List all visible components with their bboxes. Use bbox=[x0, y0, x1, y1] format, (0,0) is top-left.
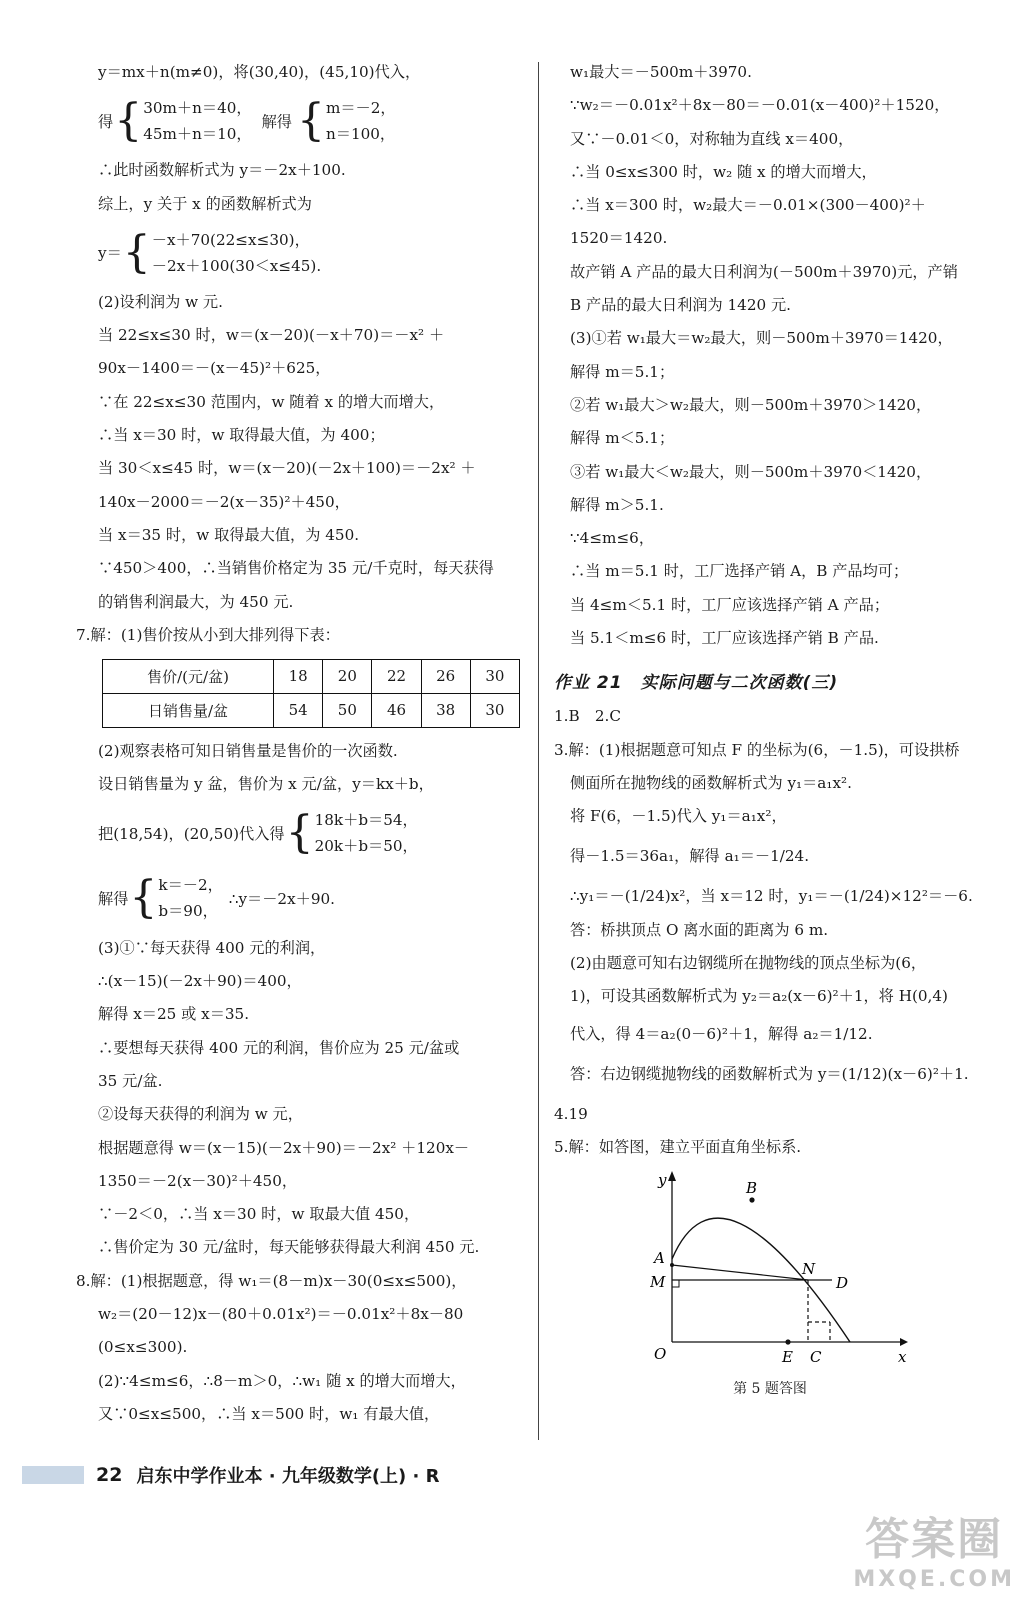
equation: －x＋70(22≤x≤30)， bbox=[151, 230, 310, 249]
text-line: 代入，得 4＝a₂(0－6)²＋1，解得 a₂＝1/12. bbox=[570, 1025, 873, 1044]
equation: m＝－2， bbox=[325, 99, 396, 117]
page-number: 22 bbox=[96, 1464, 123, 1486]
label-o: O bbox=[654, 1345, 667, 1364]
equation-system bbox=[98, 872, 520, 924]
right-column bbox=[554, 62, 998, 1398]
equation: 18k＋b＝54， bbox=[314, 811, 418, 830]
system-prefix: y＝ bbox=[98, 244, 122, 263]
table-cell: 18 bbox=[274, 659, 323, 693]
price-sales-table bbox=[102, 659, 520, 728]
text-line: (2)观察表格可知日销售量是售价的一次函数. bbox=[98, 742, 398, 761]
text-line: ∴要想每天获得 400 元的利润，售价应为 25 元/盆或 bbox=[98, 1038, 460, 1057]
equation: k＝－2， bbox=[158, 876, 223, 895]
equation-system bbox=[98, 95, 520, 147]
text-line: 1350＝－2(x－30)²＋450， bbox=[98, 1171, 298, 1190]
table-row bbox=[103, 659, 520, 693]
table-cell: 20 bbox=[323, 659, 372, 693]
text-line: B 产品的最大日利润为 1420 元. bbox=[570, 296, 791, 315]
page-footer bbox=[22, 1462, 440, 1488]
text-line: 得－1.5＝36a₁，解得 a₁＝－1/24. bbox=[570, 847, 810, 866]
table-header: 售价/(元/盆) bbox=[103, 659, 274, 693]
equation: 30m＋n＝40， bbox=[143, 99, 252, 117]
text-line: ②设每天获得的利润为 w 元， bbox=[98, 1105, 303, 1124]
figure-caption: 第 5 题答图 bbox=[733, 1381, 807, 1398]
text-line: 将 F(6，－1.5)代入 y₁＝a₁x²， bbox=[570, 807, 787, 826]
table-cell: 38 bbox=[421, 693, 470, 727]
text-line: ②若 w₁最大＞w₂最大，则－500m＋3970＞1420， bbox=[570, 395, 932, 414]
system-mid: 解得 bbox=[261, 112, 292, 131]
watermark-logo: 答案圈 bbox=[865, 1514, 1004, 1565]
text-line: (2)由题意可知右边钢缆所在抛物线的顶点坐标为(6， bbox=[570, 953, 927, 972]
book-title: 启东中学作业本 · 九年级数学(上) · R bbox=[136, 1466, 440, 1487]
text-line: 解得 x＝25 或 x＝35. bbox=[98, 1005, 250, 1024]
text-line: (3)①若 w₁最大＝w₂最大，则－500m＋3970＝1420， bbox=[570, 329, 953, 348]
piecewise-function bbox=[98, 227, 520, 279]
text-line: ∴当 x＝300 时，w₂最大＝－0.01×(300－400)²＋ bbox=[570, 196, 926, 215]
table-cell: 50 bbox=[323, 693, 372, 727]
equation: 45m＋n＝10， bbox=[143, 125, 252, 143]
table-header: 日销售量/盆 bbox=[103, 693, 274, 727]
text-line: ∴y₁＝－(1/24)x²，当 x＝12 时，y₁＝－(1/24)×12²＝－6. bbox=[570, 887, 973, 906]
equation: 20k＋b＝50， bbox=[314, 837, 418, 856]
text-line: ∵4≤m≤6， bbox=[570, 529, 655, 548]
coordinate-figure bbox=[650, 1167, 910, 1372]
point-a bbox=[670, 1263, 674, 1267]
footer-bar bbox=[22, 1466, 84, 1484]
label-b: B bbox=[746, 1179, 758, 1198]
text-line: 当 30＜x≤45 时，w＝(x－20)(－2x＋100)＝－2x² ＋ bbox=[98, 459, 476, 478]
question-3: 3.解：(1)根据题意可知点 F 的坐标为(6，－1.5)，可设拱桥 bbox=[554, 740, 960, 759]
question-5: 5.解：如答图，建立平面直角坐标系. bbox=[554, 1138, 802, 1157]
equation: n＝100， bbox=[325, 125, 396, 143]
text-line: 1)，可设其函数解析式为 y₂＝a₂(x－6)²＋1，将 H(0,4) bbox=[570, 987, 948, 1006]
text-line: y＝mx＋n(m≠0)，将(30,40)，(45,10)代入， bbox=[98, 63, 421, 81]
text-line: 答：桥拱顶点 O 离水面的距离为 6 m. bbox=[570, 920, 829, 939]
label-a: A bbox=[654, 1249, 665, 1268]
label-c: C bbox=[810, 1348, 822, 1367]
brace-icon: { bbox=[285, 807, 314, 859]
system-prefix: 解得 bbox=[98, 889, 129, 908]
text-line: (3)①∵每天获得 400 元的利润， bbox=[98, 938, 326, 957]
table-row bbox=[103, 693, 520, 727]
line-an bbox=[672, 1265, 808, 1280]
text-line: 当 22≤x≤30 时，w＝(x－20)(－x＋70)＝－x² ＋ bbox=[98, 326, 445, 345]
table-cell: 46 bbox=[372, 693, 421, 727]
text-line: (2)∵4≤m≤6，∴8－m＞0，∴w₁ 随 x 的增大而增大， bbox=[98, 1371, 466, 1390]
text-line: 90x－1400＝－(x－45)²＋625， bbox=[98, 359, 331, 378]
text-line: ∵450＞400，∴当销售价格定为 35 元/千克时，每天获得 bbox=[98, 559, 494, 578]
x-arrow-icon bbox=[900, 1338, 908, 1346]
text-line: 当 4≤m＜5.1 时，工厂应该选择产销 A 产品； bbox=[570, 595, 890, 614]
watermark bbox=[853, 1503, 1015, 1592]
right-angle-mark bbox=[672, 1280, 679, 1287]
text-line: w₂＝(20－12)x－(80＋0.01x²)＝－0.01x²＋8x－80 bbox=[98, 1305, 464, 1324]
equation: b＝90， bbox=[158, 902, 218, 921]
table-cell: 22 bbox=[372, 659, 421, 693]
label-n: N bbox=[802, 1260, 816, 1279]
text-line: 140x－2000＝－2(x－35)²＋450， bbox=[98, 492, 350, 511]
question-8: 8.解：(1)根据题意，得 w₁＝(8－m)x－30(0≤x≤500)， bbox=[76, 1271, 467, 1290]
text-line: 综上，y 关于 x 的函数解析式为 bbox=[98, 194, 312, 213]
text-line: w₁最大＝－500m＋3970. bbox=[570, 63, 752, 81]
question-7: 7.解：(1)售价按从小到大排列得下表： bbox=[76, 625, 340, 644]
brace-icon: { bbox=[122, 226, 151, 278]
brace-icon: { bbox=[129, 872, 158, 924]
text-line: ∵在 22≤x≤30 范围内，w 随着 x 的增大而增大， bbox=[98, 392, 445, 411]
text-line: 1520＝1420. bbox=[570, 229, 668, 248]
section-title: 作业 21 实际问题与二次函数(三) bbox=[554, 673, 839, 694]
system-tail: ∴y＝－2x＋90. bbox=[228, 889, 335, 908]
text-line: 当 x＝35 时，w 取得最大值，为 450. bbox=[98, 525, 360, 544]
text-line: ∴此时函数解析式为 y＝－2x＋100. bbox=[98, 161, 346, 180]
text-line: 又∵－0.01＜0，对称轴为直线 x＝400， bbox=[570, 129, 854, 148]
label-d: D bbox=[836, 1274, 849, 1293]
label-x: x bbox=[898, 1348, 907, 1367]
text-line: 答：右边钢缆抛物线的函数解析式为 y＝(1/12)(x－6)²＋1. bbox=[570, 1065, 969, 1084]
y-arrow-icon bbox=[668, 1171, 676, 1181]
text-line: ③若 w₁最大＜w₂最大，则－500m＋3970＜1420， bbox=[570, 462, 932, 481]
point-b bbox=[749, 1198, 754, 1203]
text-line: 当 5.1＜m≤6 时，工厂应该选择产销 B 产品. bbox=[570, 629, 879, 648]
question-4: 4.19 bbox=[554, 1105, 588, 1124]
text-line: 设日销售量为 y 盆，售价为 x 元/盆，y＝kx＋b， bbox=[98, 775, 434, 794]
text-line: ∴当 x＝30 时，w 取得最大值，为 400； bbox=[98, 426, 385, 445]
table-cell: 30 bbox=[470, 659, 519, 693]
system-prefix: 把(18,54)，(20,50)代入得 bbox=[98, 824, 285, 843]
figure-5 bbox=[650, 1167, 998, 1398]
brace-icon: { bbox=[114, 95, 143, 146]
text-line: 解得 m＝5.1； bbox=[570, 362, 675, 381]
text-line: (2)设利润为 w 元. bbox=[98, 292, 223, 311]
text-line: 的销售利润最大，为 450 元. bbox=[98, 592, 294, 611]
text-line: (0≤x≤300). bbox=[98, 1338, 188, 1357]
text-line: 解得 m＞5.1. bbox=[570, 495, 664, 514]
label-y: y bbox=[658, 1171, 667, 1190]
point-e bbox=[785, 1340, 790, 1345]
left-column bbox=[76, 62, 520, 1424]
text-line: 侧面所在抛物线的函数解析式为 y₁＝a₁x². bbox=[570, 773, 852, 792]
text-line: 解得 m＜5.1； bbox=[570, 429, 675, 448]
text-line: ∵w₂＝－0.01x²＋8x－80＝－0.01(x－400)²＋1520， bbox=[570, 96, 950, 115]
text-line: 根据题意得 w＝(x－15)(－2x＋90)＝－2x² ＋120x－ bbox=[98, 1138, 470, 1157]
text-line: 故产销 A 产品的最大日利润为(－500m＋3970)元，产销 bbox=[570, 262, 958, 281]
text-line: 35 元/盆. bbox=[98, 1071, 163, 1090]
label-m: M bbox=[650, 1273, 666, 1292]
table-cell: 26 bbox=[421, 659, 470, 693]
system-prefix: 得 bbox=[98, 112, 114, 131]
text-line: ∴当 m＝5.1 时，工厂选择产销 A，B 产品均可； bbox=[570, 562, 909, 581]
table-cell: 30 bbox=[470, 693, 519, 727]
text-line: ∵－2＜0，∴当 x＝30 时，w 取最大值 450， bbox=[98, 1205, 420, 1224]
text-line: 1.B 2.C bbox=[554, 707, 621, 726]
watermark-url: MXQE.COM bbox=[853, 1567, 1015, 1592]
text-line: ∴售价定为 30 元/盆时，每天能够获得最大利润 450 元. bbox=[98, 1238, 480, 1257]
column-divider bbox=[538, 62, 539, 1440]
table-cell: 54 bbox=[274, 693, 323, 727]
equation: －2x＋100(30＜x≤45). bbox=[151, 256, 322, 275]
brace-icon: { bbox=[296, 95, 325, 146]
text-line: 又∵0≤x≤500，∴当 x＝500 时，w₁ 有最大值， bbox=[98, 1404, 440, 1423]
label-e: E bbox=[782, 1348, 793, 1367]
text-line: ∴(x－15)(－2x＋90)＝400， bbox=[98, 972, 302, 991]
text-line: ∴当 0≤x≤300 时，w₂ 随 x 的增大而增大， bbox=[570, 162, 877, 181]
equation-system bbox=[98, 807, 520, 859]
